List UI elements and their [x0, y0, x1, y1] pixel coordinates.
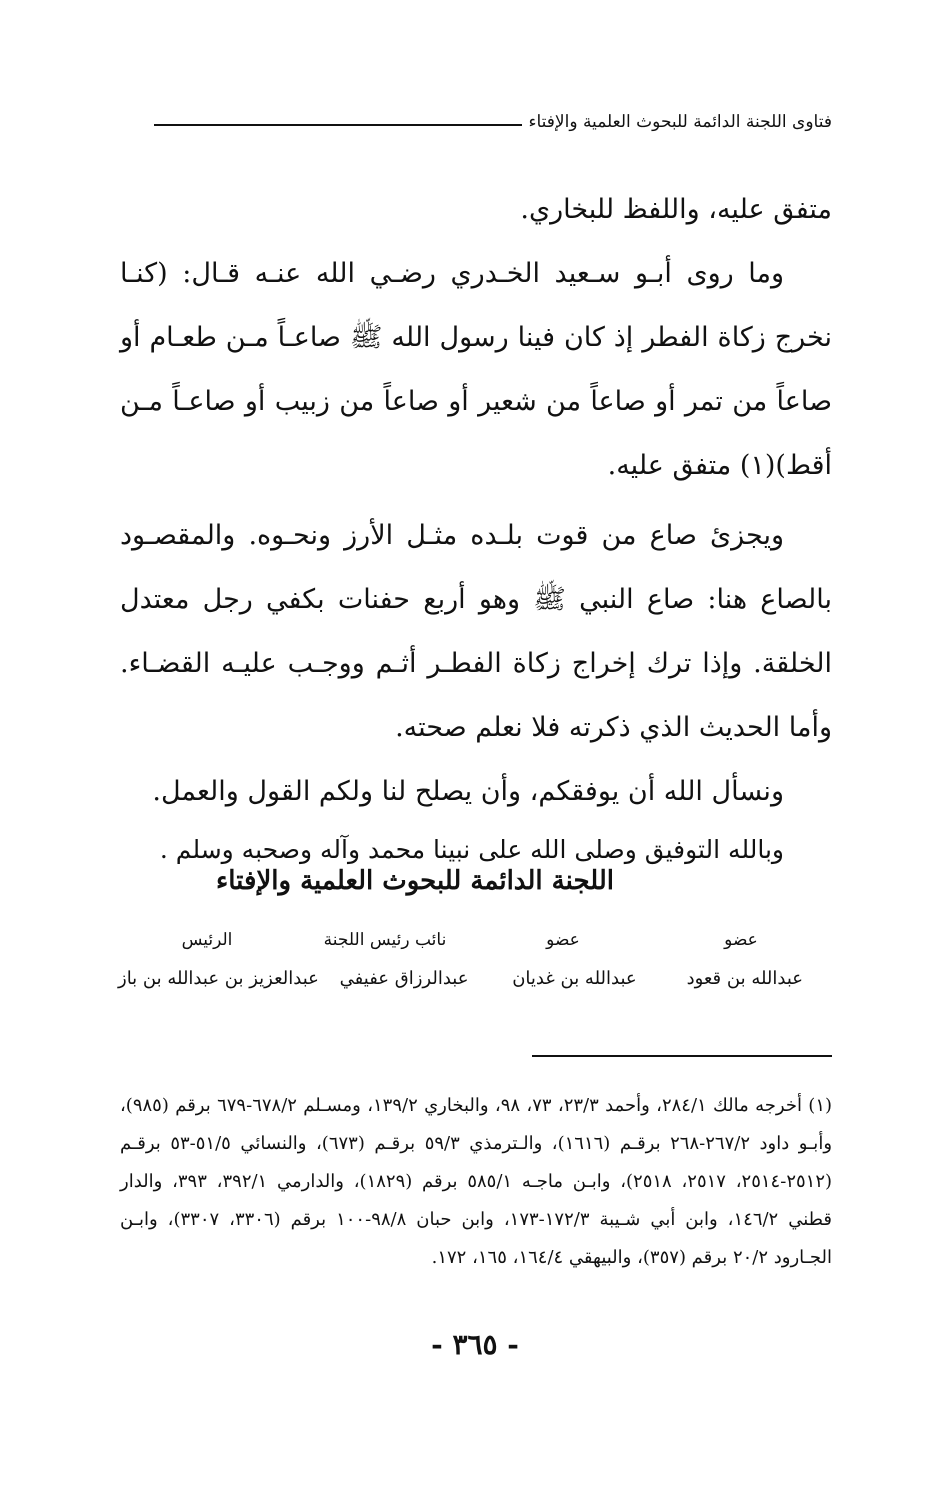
- signature-roles: [118, 930, 830, 950]
- role-member-1: عضو: [724, 930, 758, 950]
- footnote: (١) أخرجه مالك ٢٨٤/١، وأحمد ٢٣/٣، ٧٣، ٩٨، والبخاري ١٣٩/٢، ومسـلم ٦٧٨/٢-٦٧٩ برقم (٩٨٥)، وأبـو داود ٢٦٧/٢-٢٦٨ برقـم (١٦١٦)، والـترمذي ٥٩/٣ برقـم (٦٧٣)، والنسائي ٥١/٥-٥٣ برقـم (٢٥١٢-٢٥١٤، ٢٥١٧، ٢٥١٨)، وابـن ماجـه ٥٨٥/١ برقم (١٨٢٩)، والدارمي ٣٩٢/١، ٣٩٣، والدار قطني ١٤٦/٢، وابن أبي شـيبة ١٧٢/٣-١٧٣، وابن حبان ٩٨/٨-١٠٠ برقم (٣٣٠٦، ٣٣٠٧)، وابـن الجـارود ٢٠/٢ برقم (٣٥٧)، والبيهقي ١٦٤/٤، ١٦٥، ١٧٢.: [120, 1095, 833, 1268]
- running-header-rule: [154, 124, 522, 126]
- committee-title: اللجنة الدائمة للبحوث العلمية والإفتاء: [216, 866, 614, 896]
- paragraph-2: وما روى أبـو سـعيد الخـدري رضـي الله عنـه قـال: (كنـا نخرج زكاة الفطر إذ كان فينا رسول الله ﷺ صاعـاً مـن طعـام أو صاعاً من تمر أو صاعاً من شعير أو صاعاً من زبيب أو صاعـاً مـن أقط)(١) متفق عليه.: [120, 258, 832, 481]
- paragraph-5: وبالله التوفيق وصلى الله على نبينا محمد وآله وصحبه وسلم .: [159, 835, 784, 864]
- name-member-2: عبدالله بن غديان: [512, 968, 637, 989]
- running-header-title: فتاوى اللجنة الدائمة للبحوث العلمية والإفتاء: [528, 112, 832, 132]
- role-member-2: عضو: [546, 930, 580, 950]
- role-deputy-chair: نائب رئيس اللجنة: [323, 930, 447, 950]
- paragraph-1: متفق عليه، واللفظ للبخاري.: [520, 194, 832, 225]
- name-member-1: عبدالله بن قعود: [686, 968, 804, 989]
- signature-names: [118, 968, 830, 989]
- footnote-separator: [532, 1055, 832, 1057]
- role-chair: الرئيس: [181, 930, 233, 950]
- main-text: [120, 178, 832, 876]
- page-number: - ٣٦٥ -: [431, 1328, 519, 1361]
- signatures: [118, 930, 830, 989]
- running-header: [154, 112, 832, 132]
- paragraph-3: ويجزئ صاع من قوت بلـده مثـل الأرز ونحـوه. والمقصـود بالصاع هنا: صاع النبي ﷺ وهو أربع حفنات بكفي رجل معتدل الخلقة. وإذا ترك إخراج زكاة الفطـر أثـم ووجـب عليـه القضـاء. وأما الحديث الذي ذكرته فلا نعلم صحته.: [120, 520, 832, 743]
- name-deputy-chair: عبدالرزاق عفيفي: [339, 968, 469, 989]
- name-chair: عبدالعزيز بن عبدالله بن باز: [118, 968, 319, 989]
- paragraph-4: ونسأل الله أن يوفقكم، وأن يصلح لنا ولكم القول والعمل.: [152, 776, 784, 807]
